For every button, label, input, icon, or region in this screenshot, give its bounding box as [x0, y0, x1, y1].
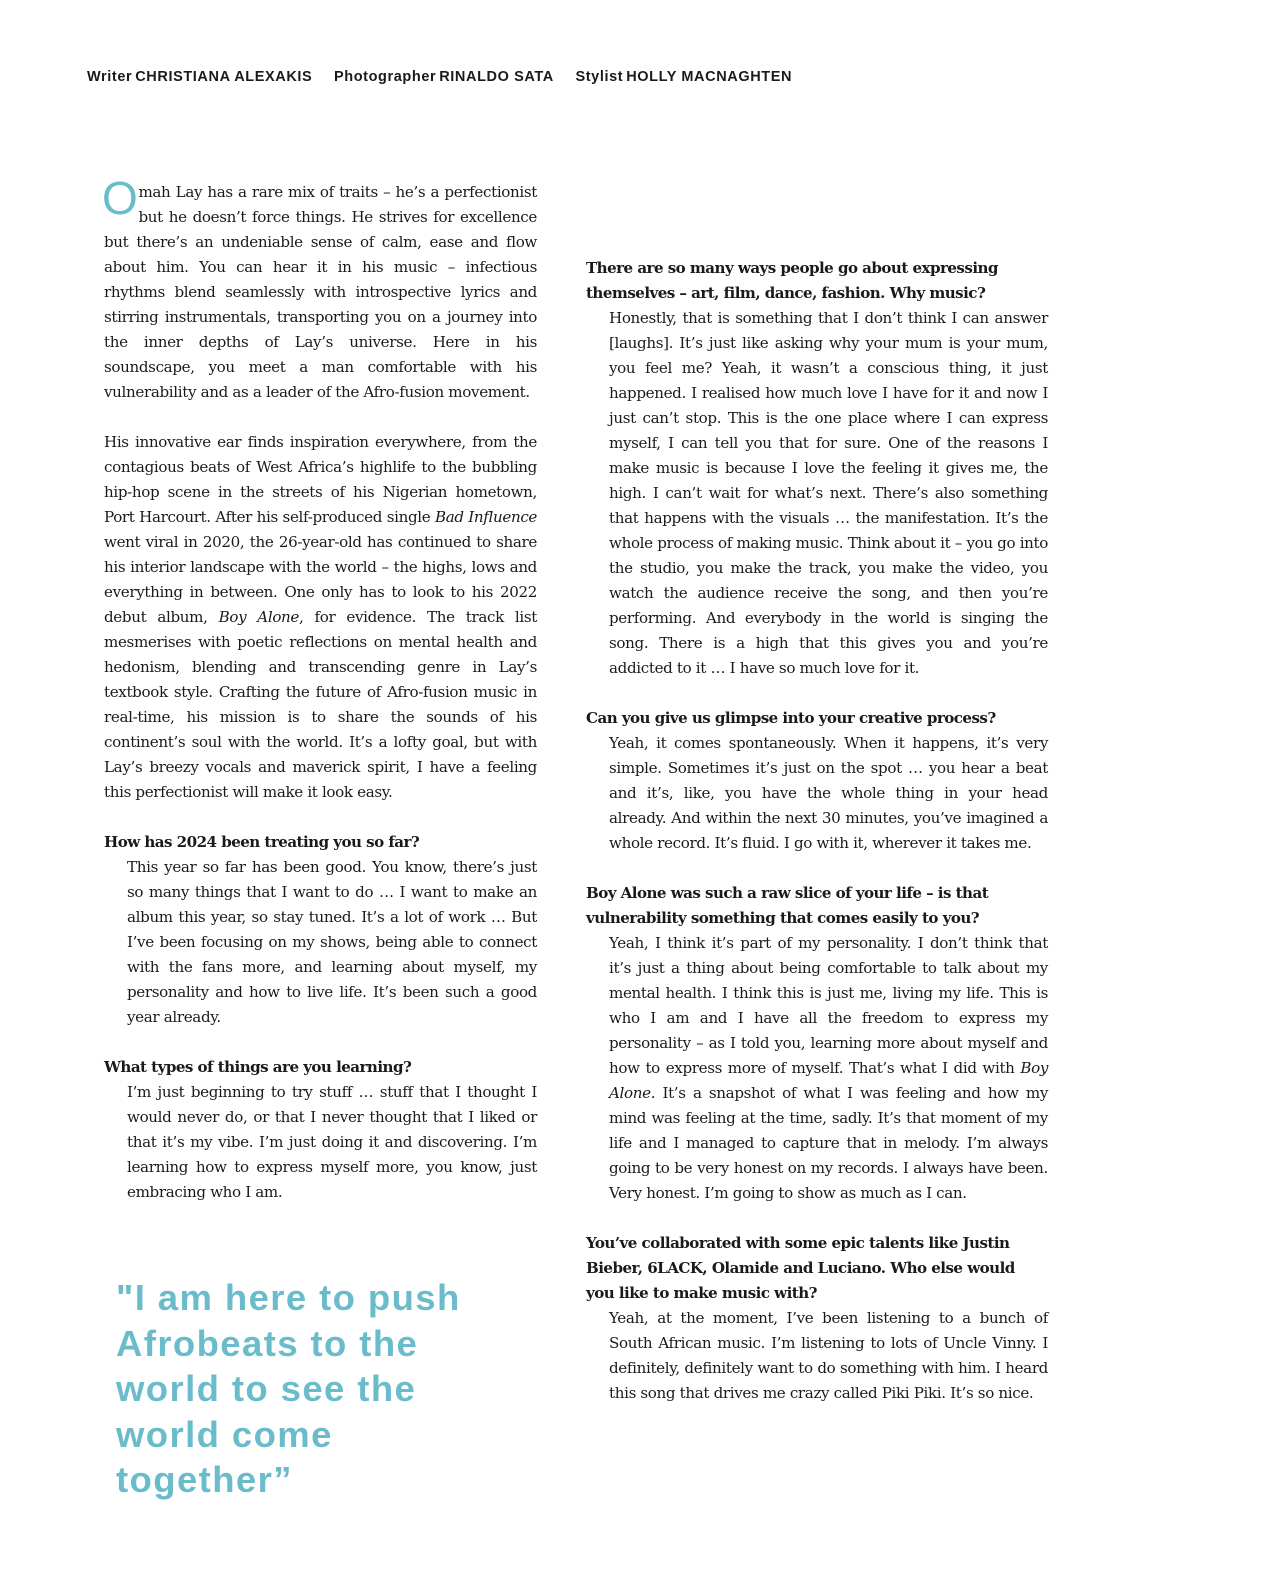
credits-line [87, 69, 809, 85]
credit-writer: Writer CHRISTIANA ALEXAKIS [87, 69, 313, 85]
question: How has 2024 been treating you so far? [104, 833, 420, 851]
intro-paragraph: Omah Lay has a rare mix of traits – he’s a perfectionist but he doesn’t force things. He strives for excellence but there’s an undeniable sense of calm, ease and flow about him. You can hear it in his music – infectious rhythms blend seamlessly with introspective lyrics and stirring instrumentals, transporting you on a journey into the inner depths of Lay’s universe. Here in his soundscape, you meet a man comfortable with his vulnerability and as a leader of the Afro-fusion movement. [102, 172, 537, 401]
question: There are so many ways people go about expressing themselves – art, film, dance, fashion. Why music? [586, 259, 998, 302]
answer: This year so far has been good. You know, there’s just so many things that I want to do … I want to make an album this year, so stay tuned. It’s a lot of work … But I’ve been focusing on my shows, being able to connect with the fans more, and learning about myself, my personality and how to live life. It’s been such a good year already. [127, 858, 537, 1026]
left-column [102, 172, 538, 1230]
right-column [586, 256, 1048, 1431]
drop-cap: O [102, 172, 138, 224]
pull-quote: "I am here to push Afrobeats to the world to see the world come together” [116, 1277, 461, 1500]
answer: Yeah, I think it’s part of my personality. I don’t think that it’s just a thing about being comfortable to talk about my mental health. I think this is just me, living my life. This is who I am and I have all the freedom to express my personality – as I told you, learning more about myself and how to express more of myself. That’s what I did with Boy Alone. It’s a snapshot of what I was feeling and how my mind was feeling at the time, sadly. It’s that moment of my life and I managed to capture that in melody. I’m always going to be very honest on my records. I always have been. Very honest. I’m going to show as much as I can. [609, 934, 1048, 1202]
answer: Yeah, at the moment, I’ve been listening to a bunch of South African music. I’m listening to lots of Uncle Vinny. I definitely, definitely want to do something with him. I heard this song that drives me crazy called Piki Piki. It’s so nice. [609, 1309, 1048, 1402]
credit-photographer: Photographer RINALDO SATA [333, 69, 554, 85]
question: What types of things are you learning? [104, 1058, 412, 1076]
question: You’ve collaborated with some epic talents like Justin Bieber, 6LACK, Olamide and Luciano. Who else would you like to make music with? [586, 1234, 1015, 1302]
intro-paragraph-2: His innovative ear finds inspiration everywhere, from the contagious beats of West Africa’s highlife to the bubbling hip-hop scene in the streets of his Nigerian hometown, Port Harcourt. After his self-produced single Bad Influence went viral in 2020, the 26-year-old has continued to share his interior landscape with the world – the highs, lows and everything in between. One only has to look to his 2022 debut album, Boy Alone, for evidence. The track list mesmerises with poetic reflections on mental health and hedonism, blending and transcending genre in Lay’s textbook style. Crafting the future of Afro-fusion music in real-time, his mission is to share the sounds of his continent’s soul with the world. It’s a lofty goal, but with Lay’s breezy vocals and maverick spirit, I have a feeling this perfectionist will make it look easy. [104, 433, 538, 801]
answer: Honestly, that is something that I don’t think I can answer [laughs]. It’s just like asking why your mum is your mum, you feel me? Yeah, it wasn’t a conscious thing, it just happened. I realised how much love I have for it and now I just can’t stop. This is the one place where I can express myself, I can tell you that for sure. One of the reasons I make music is because I love the feeling it gives me, the high. I can’t wait for what’s next. There’s also something that happens with the visuals … the manifestation. It’s the whole process of making music. Think about it – you go into the studio, you make the track, you make the video, you watch the audience receive the song, and then you’re performing. And everybody in the world is singing the song. There is a high that this gives you and you’re addicted to it … I have so much love for it. [609, 309, 1048, 677]
answer: I’m just beginning to try stuff … stuff that I thought I would never do, or that I never thought that I liked or that it’s my vibe. I’m just doing it and discovering. I’m learning how to express myself more, you know, just embracing who I am. [127, 1083, 537, 1201]
question: Can you give us glimpse into your creative process? [586, 709, 996, 727]
credit-stylist: Stylist HOLLY MACNAGHTEN [575, 69, 793, 85]
answer: Yeah, it comes spontaneously. When it happens, it’s very simple. Sometimes it’s just on the spot … you hear a beat and it’s, like, you have the whole thing in your head already. And within the next 30 minutes, you’ve imagined a whole record. It’s fluid. I go with it, wherever it takes me. [609, 734, 1048, 852]
question: Boy Alone was such a raw slice of your life – is that vulnerability something that comes easily to you? [586, 884, 989, 927]
